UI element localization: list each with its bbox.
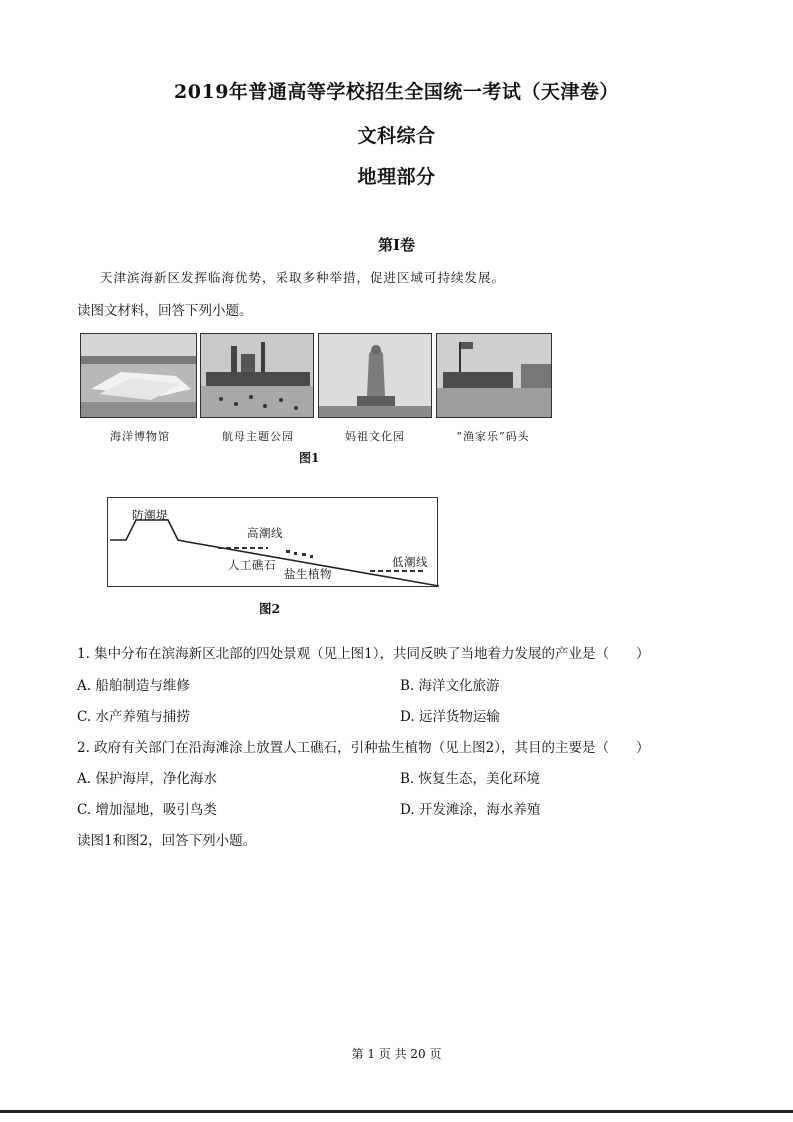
figure2-label: 图2 [259,601,281,616]
photo-ocean-museum [80,333,197,418]
read-instruction-1: 读图文材料，回答下列小题。 [77,303,253,319]
question-1-option-a: A. 船舶制造与维修 [77,678,190,694]
label-low-tide: 低潮线 [392,555,428,569]
exam-part: 地理部分 [357,166,436,188]
caption-carrier-park: 航母主题公园 [222,430,294,443]
photo-mazu-park [318,333,432,418]
bottom-rule [0,1110,793,1113]
label-reef: 人工礁石 [228,558,276,572]
intro-paragraph: 天津滨海新区发挥临海优势，采取多种举措，促进区域可持续发展。 [100,270,506,285]
question-1-option-b: B. 海洋文化旅游 [400,678,500,694]
reef-marks [286,550,313,558]
read-instruction-2: 读图1和图2，回答下列小题。 [77,833,257,849]
exam-subject: 文科综合 [357,125,436,147]
label-high-tide: 高潮线 [247,526,283,540]
figure1-label: 图1 [299,451,320,465]
question-1-stem: 1. 集中分布在滨海新区北部的四处景观（见上图1），共同反映了当地着力发展的产业是（ ） [77,646,650,662]
caption-fishing-pier: “渔家乐”码头 [456,430,530,443]
figure1-photos [80,333,552,418]
exam-title: 2019年普通高等学校招生全国统一考试（天津卷） [174,81,619,103]
caption-ocean-museum: 海洋博物馆 [110,430,170,443]
label-plants: 盐生植物 [284,567,332,581]
figure2-diagram [107,497,438,587]
question-2-option-b: B. 恢复生态，美化环境 [400,771,541,787]
label-dike: 防潮堤 [132,508,168,522]
volume-heading: 第I卷 [377,236,416,254]
question-2-option-a: A. 保护海岸，净化海水 [77,771,217,787]
page-footer: 第 1 页 共 20 页 [351,1047,442,1061]
question-1-option-d: D. 远洋货物运输 [400,709,500,725]
question-1-option-c: C. 水产养殖与捕捞 [77,709,190,725]
caption-mazu-park: 妈祖文化园 [345,430,405,443]
question-2-stem: 2. 政府有关部门在沿海滩涂上放置人工礁石，引种盐生植物（见上图2），其目的主要是（ ） [77,740,650,756]
question-2-option-c: C. 增加湿地，吸引鸟类 [77,802,217,818]
photo-fishing-pier [436,333,552,418]
question-2-option-d: D. 开发滩涂，海水养殖 [400,802,541,818]
photo-carrier-park [200,333,314,418]
